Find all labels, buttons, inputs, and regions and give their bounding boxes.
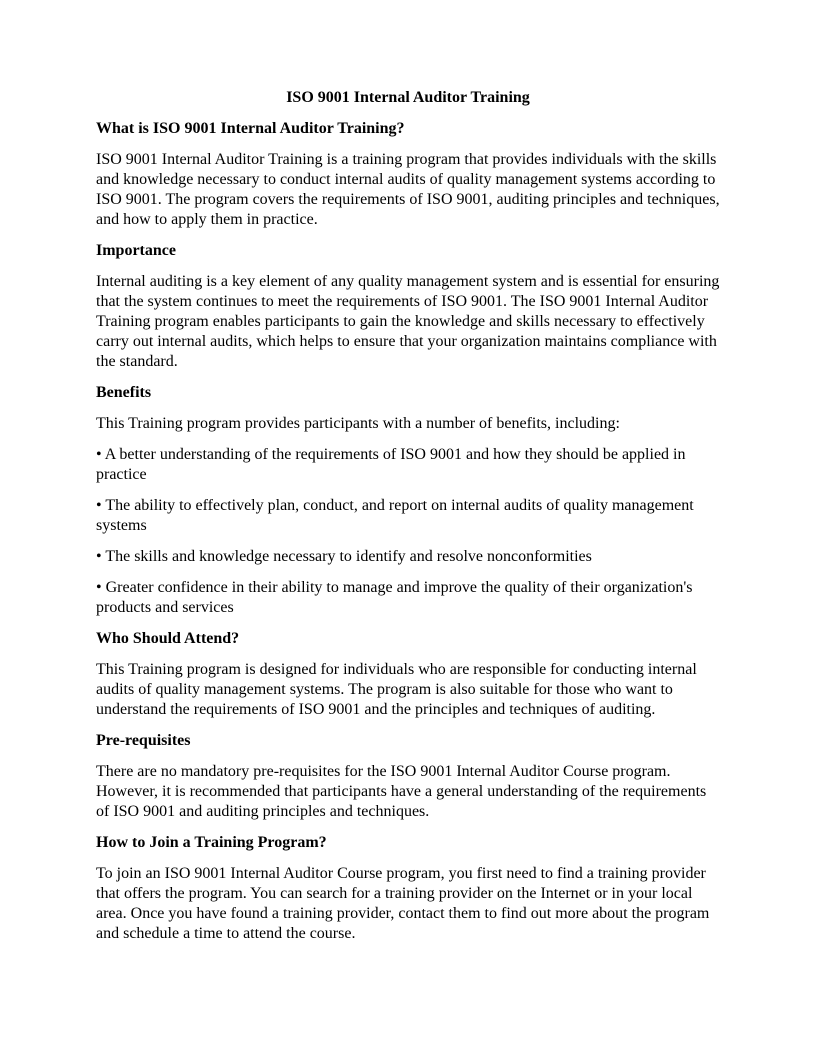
document-body <box>96 119 720 944</box>
bullet-item: • The skills and knowledge necessary to identify and resolve nonconformities <box>96 548 592 565</box>
bullet-glyph: • <box>96 497 106 514</box>
bullet-item: • Greater confidence in their ability to manage and improve the quality of their organization's products and services <box>96 579 693 616</box>
section-heading: What is ISO 9001 Internal Auditor Training? <box>96 120 405 137</box>
section-heading: Importance <box>96 242 176 259</box>
section-heading: Pre-requisites <box>96 732 191 749</box>
bullet-glyph: • <box>96 579 106 596</box>
paragraph: This Training program provides participants with a number of benefits, including: <box>96 415 620 432</box>
document-title: ISO 9001 Internal Auditor Training <box>286 89 530 106</box>
paragraph: There are no mandatory pre-requisites for the ISO 9001 Internal Auditor Course program. However, it is recommended that participants have a general understanding of the requirements of ISO 9001 and auditing principles and techniques. <box>96 763 707 820</box>
bullet-item: • The ability to effectively plan, conduct, and report on internal audits of quality management systems <box>96 497 694 534</box>
paragraph: Internal auditing is a key element of any quality management system and is essential for ensuring that the system continues to meet the requirements of ISO 9001. The ISO 9001 Internal Auditor Training program enables participants to gain the knowledge and skills necessary to effectively carry out internal audits, which helps to ensure that your organization maintains compliance with the standard. <box>96 273 720 370</box>
paragraph: To join an ISO 9001 Internal Auditor Course program, you first need to find a training provider that offers the program. You can search for a training provider on the Internet or in your local area. Once you have found a training provider, contact them to find out more about the program and schedule a time to attend the course. <box>96 865 710 942</box>
section-heading: Benefits <box>96 384 152 401</box>
section-heading: How to Join a Training Program? <box>96 834 327 851</box>
paragraph: This Training program is designed for individuals who are responsible for conducting internal audits of quality management systems. The program is also suitable for those who want to understand the requirements of ISO 9001 and the principles and techniques of auditing. <box>96 661 697 718</box>
bullet-glyph: • <box>96 446 105 463</box>
bullet-item: • A better understanding of the requirements of ISO 9001 and how they should be applied in practice <box>96 446 686 483</box>
paragraph: ISO 9001 Internal Auditor Training is a training program that provides individuals with the skills and knowledge necessary to conduct internal audits of quality management systems according to ISO 9001. The program covers the requirements of ISO 9001, auditing principles and techniques, and how to apply them in practice. <box>96 151 720 228</box>
bullet-glyph: • <box>96 548 106 565</box>
section-heading: Who Should Attend? <box>96 630 240 647</box>
